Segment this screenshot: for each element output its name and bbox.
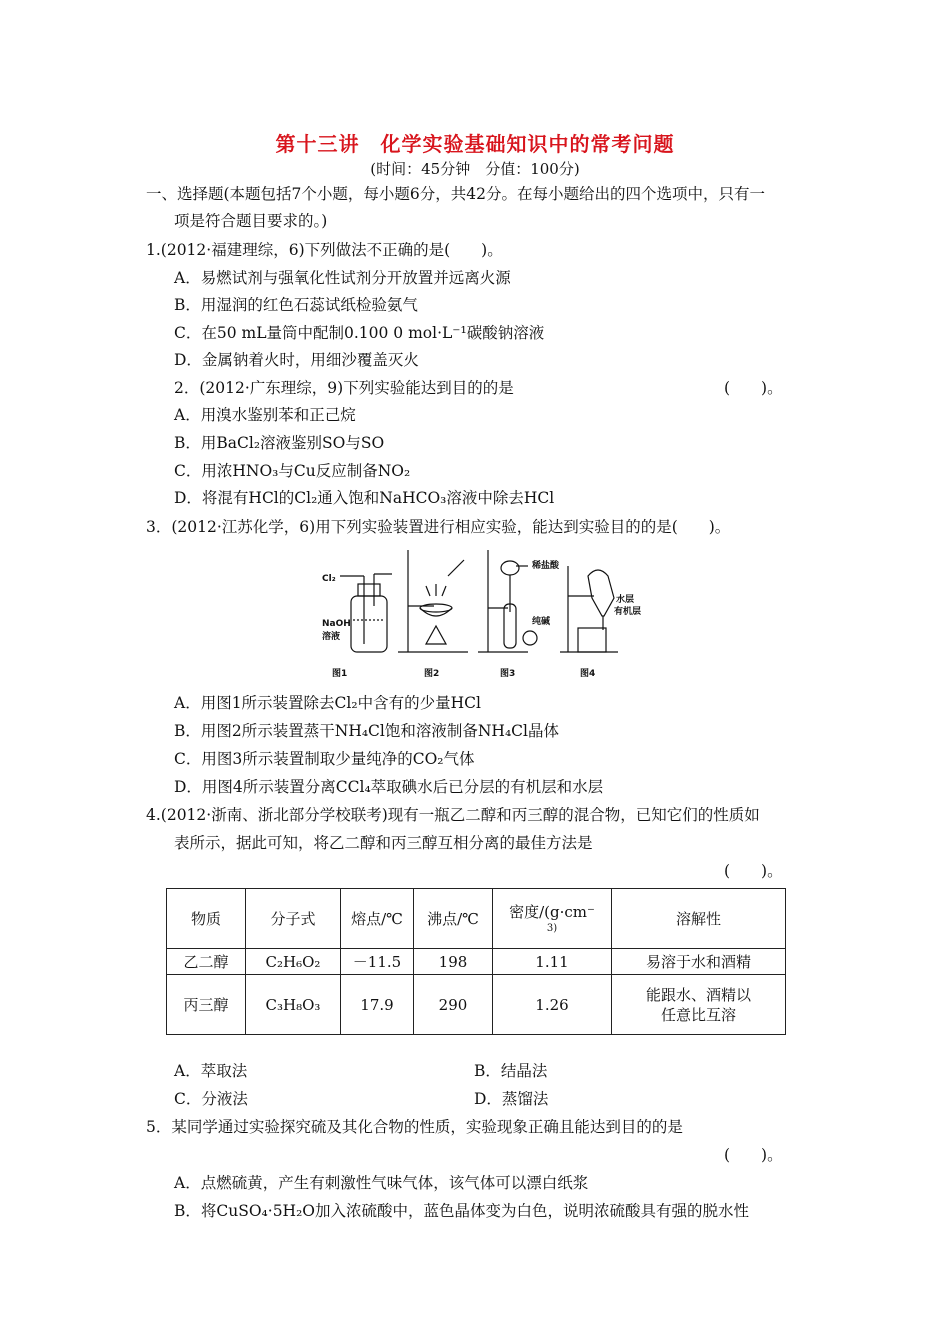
label-dilute-hcl: 稀盐酸 (532, 561, 560, 571)
properties-table (166, 888, 786, 1035)
q3-stem: 3．(2012·江苏化学，6)用下列实验装置进行相应实验，能达到实验目的的是( )。 (146, 518, 731, 536)
q4-bracket: ( )。 (724, 862, 783, 880)
table-cell: 乙二醇 (167, 949, 246, 975)
q2-stem: 2．(2012·广东理综，9)下列实验能达到目的的是 (174, 379, 514, 397)
figure-2-evaporation (398, 550, 468, 652)
q5-option: B．将CuSO₄·5H₂O加入浓硫酸中，蓝色晶体变为白色，说明浓硫酸具有强的脱水性 (174, 1202, 750, 1220)
q4-option: D．蒸馏法 (474, 1090, 549, 1108)
q2-option: D．将混有HCl的Cl₂通入饱和NaHCO₃溶液中除去HCl (174, 489, 555, 507)
table-cell: C₃H₈O₃ (246, 975, 341, 1035)
fig3-caption: 图3 (500, 669, 516, 679)
q4-stem: 4.(2012·浙南、浙北部分学校联考)现有一瓶乙二醇和丙三醇的混合物，已知它们的性质如 (146, 806, 760, 824)
section-heading: 一、选择题(本题包括7个小题，每小题6分，共42分。在每小题给出的四个选项中，只有一 (146, 185, 765, 203)
table-cell: C₂H₆O₂ (246, 949, 341, 975)
header-cell (493, 889, 612, 949)
header-density-line1: 密度/(g·cm⁻ (509, 902, 595, 921)
solubility-line2: 任意比互溶 (660, 1005, 736, 1024)
q2-option: B．用BaCl₂溶液鉴别SO与SO (174, 434, 385, 452)
q3-option: C．用图3所示装置制取少量纯净的CO₂气体 (174, 750, 475, 768)
table-cell: 1.26 (493, 975, 612, 1035)
figure-4-separatory-funnel (560, 566, 618, 652)
fig4-caption: 图4 (580, 669, 596, 679)
q3-option: B．用图2所示装置蒸干NH₄Cl饱和溶液制备NH₄Cl晶体 (174, 722, 559, 740)
header-cell: 分子式 (246, 889, 341, 949)
label-soda: 纯碱 (532, 617, 551, 627)
q5-bracket: ( )。 (724, 1146, 783, 1164)
header-cell: 物质 (167, 889, 246, 949)
table-cell: 290 (414, 975, 493, 1035)
label-cl2: Cl₂ (322, 574, 336, 584)
q2-option: C．用浓HNO₃与Cu反应制备NO₂ (174, 462, 411, 480)
table-header-row (167, 889, 786, 949)
header-density-line2: 3) (546, 922, 558, 934)
q2-option: A．用溴水鉴别苯和正己烷 (174, 406, 356, 424)
page-title: 第十三讲 化学实验基础知识中的常考问题 (275, 132, 675, 156)
q3-option: D．用图4所示装置分离CCl₄萃取碘水后已分层的有机层和水层 (174, 778, 604, 796)
table-cell (612, 975, 786, 1035)
fig1-caption: 图1 (332, 669, 348, 679)
q3-option: A．用图1所示装置除去Cl₂中含有的少量HCl (174, 694, 481, 712)
table-cell: 易溶于水和酒精 (612, 949, 786, 975)
header-cell: 熔点/℃ (341, 889, 414, 949)
q1-option: C．在50 mL量筒中配制0.100 0 mol·L⁻¹碳酸钠溶液 (174, 324, 545, 342)
table-cell: 1.11 (493, 949, 612, 975)
q1-option: B．用湿润的红色石蕊试纸检验氨气 (174, 296, 418, 314)
table-cell: 17.9 (341, 975, 414, 1035)
q4-stem-cont: 表所示，据此可知，将乙二醇和丙三醇互相分离的最佳方法是 (174, 834, 593, 852)
table-row (167, 949, 786, 975)
table-cell: －11.5 (341, 949, 414, 975)
figure-1-wash-bottle (340, 574, 392, 652)
label-water-layer: 水层 (616, 595, 635, 605)
header-cell: 溶解性 (612, 889, 786, 949)
q3-apparatus-figure (318, 546, 650, 682)
fig2-caption: 图2 (424, 669, 440, 679)
q1-option: D．金属钠着火时，用细沙覆盖灭火 (174, 351, 419, 369)
exam-info: (时间：45分钟 分值：100分) (370, 160, 580, 178)
q5-stem: 5．某同学通过实验探究硫及其化合物的性质，实验现象正确且能达到目的的是 (146, 1118, 683, 1136)
q5-option: A．点燃硫黄，产生有刺激性气味气体，该气体可以漂白纸浆 (174, 1174, 589, 1192)
label-solution: 溶液 (322, 632, 341, 642)
q2-bracket: ( )。 (724, 379, 783, 397)
figure-3-gas-generator (478, 550, 537, 652)
solubility-line1: 能跟水、酒精以 (645, 985, 751, 1004)
q1-stem: 1.(2012·福建理综，6)下列做法不正确的是( )。 (146, 241, 503, 259)
table-cell: 198 (414, 949, 493, 975)
q4-option: C．分液法 (174, 1090, 248, 1108)
label-organic-layer: 有机层 (614, 607, 642, 617)
table-cell: 丙三醇 (167, 975, 246, 1035)
label-naoh: NaOH (322, 619, 351, 629)
header-cell: 沸点/℃ (414, 889, 493, 949)
q1-option: A．易燃试剂与强氧化性试剂分开放置并远离火源 (174, 269, 511, 287)
q4-option: A．萃取法 (174, 1062, 248, 1080)
section-heading-cont: 项是符合题目要求的。) (174, 212, 328, 230)
table-row (167, 975, 786, 1035)
q4-option: B．结晶法 (474, 1062, 548, 1080)
